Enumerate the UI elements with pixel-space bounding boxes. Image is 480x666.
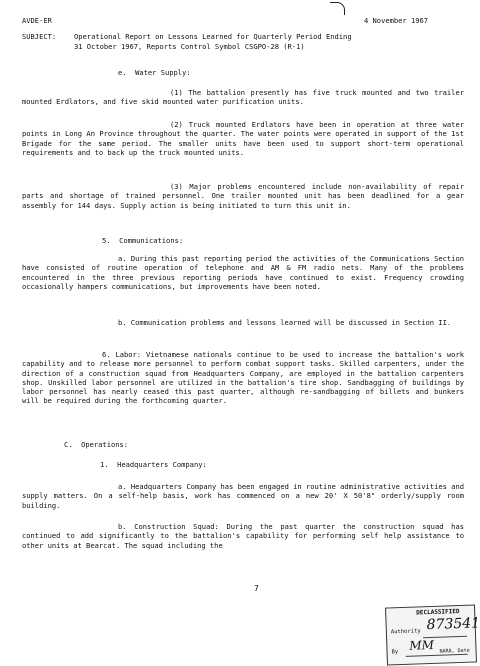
declassified-stamp <box>385 604 480 665</box>
document-date: 4 November 1967 <box>364 16 429 25</box>
paragraph-water-3: (3) Major problems encountered include non-availability of repair parts and shortage of trained personnel. One trailer mounted unit has been deadlined for a gear assembly for 144 days. Supply action is being initiated to turn this unit in. <box>22 182 464 210</box>
stamp-by-label: By <box>391 649 399 656</box>
paragraph-comms-b: b. Communication problems and lessons learned will be discussed in Section II. <box>118 318 452 327</box>
stamp-signature-underline <box>406 654 468 657</box>
subject-line-2: 31 October 1967, Reports Control Symbol CSGPO-28 (R-1) <box>74 42 305 51</box>
paragraph-comms-a: a. During this past reporting period the activities of the Communications Section have consisted of routine operation of telephone and AM & FM radio nets. Many of the problems encountered in the three previous reporting periods have continued to exist. Frequency crowding occasionally hampers communications, but improvements have been noted. <box>22 254 464 291</box>
paragraph-labor: 6. Labor: Vietnamese nationals continue to be used to increase the battalion's work capability and to release more personnel to perform combat support tasks. Skilled carpenters, under the direction of a construction squad from Headquarters Company, are employed in the battalion carpenters shop. Unskilled labor personnel are utilized in the battalion's tire shop. Sandbagging of buildings by labor personnel has nearly ceased this past quarter, although re-sandbagging of billets and bunkers will be required during the forthcoming quarter. <box>22 350 464 406</box>
stamp-authority-label: Authority <box>390 628 421 636</box>
paragraph-water-2: (2) Truck mounted Erdlators have been in operation at three water points in Long An Province throughout the quarter. The water points were operated in support of the 1st Brigade for the same period. The smaller units have been used to support short-term operational requirements and to back up the truck mounted units. <box>22 120 464 157</box>
paragraph-hq-a: a. Headquarters Company has been engaged in routine administrative activities and supply matters. On a self-help basis, work has commenced on a new 20' X 50'8" orderly/supply room building. <box>22 482 464 510</box>
subject-label: SUBJECT: <box>22 32 57 41</box>
stamp-signature: MM <box>409 637 435 653</box>
stamp-authority-number: 873541 <box>426 615 480 634</box>
heading-operations: C. Operations: <box>64 440 129 449</box>
heading-communications: 5. Communications: <box>102 236 184 245</box>
heading-water-supply: e. Water Supply: <box>118 68 191 77</box>
heading-hq-company: 1. Headquarters Company: <box>100 460 207 469</box>
paragraph-water-1: (1) The battalion presently has five truck mounted and two trailer mounted Erdlators, and five skid mounted water purification units. <box>22 88 464 107</box>
subject-line-1: Operational Report on Lessons Learned for Quarterly Period Ending <box>74 32 352 41</box>
paragraph-hq-b: b. Construction Squad: During the past quarter the construction squad has continued to add significantly to the battalion's capability for performing self help assistance to other units at Bearcat. The squad including the <box>22 522 464 550</box>
reference-code: AVDE-ER <box>22 16 52 25</box>
stamp-agency-date: NARA, Date <box>439 647 470 655</box>
corner-mark <box>330 2 345 15</box>
stamp-title: DECLASSIFIED <box>416 607 460 617</box>
page-number: 7 <box>254 584 259 593</box>
